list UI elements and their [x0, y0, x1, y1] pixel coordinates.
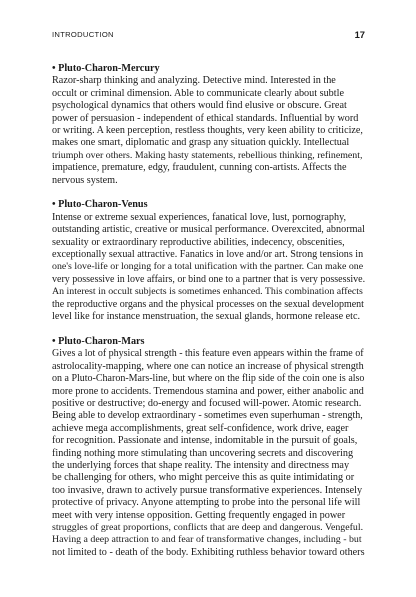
text-line: Having a deep attraction to and fear of transformative changes, including - but [52, 534, 362, 546]
text-line: the underlying forces that shape reality. The intensity and directness may [52, 459, 350, 471]
text-line: power of persuasion - independent of ethical standards. Influential by word [52, 112, 359, 124]
entry-pluto-charon-mars [52, 336, 365, 559]
text-line: An interest in occult subjects is sometimes enhanced. This combination affects [52, 286, 363, 298]
text-line: finding nothing more stimulating than uncovering secrets and discovering [52, 447, 354, 459]
text-line: nervous system. [52, 174, 118, 186]
text-line: struggles of great proportions, conflicts that are deep and dangerous. Vengeful. [52, 522, 364, 533]
text-line: triumph over others. Making hasty statements, rebellious thinking, refinement, [52, 149, 363, 161]
text-line: level like for instance menstruation, the sexual glands, hormone release etc. [52, 311, 361, 323]
entry-heading [52, 199, 365, 211]
entry-title: Pluto-Charon-Mercury [58, 63, 160, 74]
bullet: • [52, 63, 56, 74]
entry-title: Pluto-Charon-Venus [58, 199, 148, 211]
text-line: achieve mega accomplishments, great self-confidence, work drive, eager [52, 422, 349, 434]
entry-body [52, 348, 365, 559]
text-line: be challenging for others, who might perceive this as quite intimidating or [52, 472, 355, 484]
text-line: makes one smart, diplomatic and grasp any situation quickly. Intellectual [52, 137, 350, 149]
entry-pluto-charon-mercury [52, 63, 365, 187]
text-line: for recognition. Passionate and intense, indomitable in the pursuit of goals, [52, 435, 358, 447]
entry-body [52, 75, 365, 187]
text-line: meet with very intense opposition. Getting frequently engaged in power [52, 509, 346, 521]
entry-body [52, 212, 365, 324]
text-line: sexuality or extraordinary reproductive abilities, indecency, obscenities, [52, 236, 345, 248]
text-line: Intense or extreme sexual experiences, fanatical love, lust, pornography, [52, 211, 347, 223]
text-line: the reproductive organs and the physical processes on the sexual development [52, 298, 364, 310]
text-line: Being able to develop extraordinary - sometimes even superhuman - strength, [52, 410, 363, 422]
entry-heading [52, 336, 365, 348]
section-title: INTRODUCTION [52, 30, 114, 39]
bullet: • [52, 199, 56, 211]
text-line: very possessive in love affairs, or bind one to a partner that is very possessive. [52, 273, 366, 285]
page-body [52, 63, 365, 559]
page-number: 17 [354, 29, 365, 40]
entry-heading [52, 63, 365, 75]
text-line: not limited to - death of the body. Exhibiting ruthless behavior toward others [52, 546, 365, 558]
text-line: positive or destructive; do-energy and focused will-power. Atomic research. [52, 397, 362, 409]
text-line: Gives a lot of physical strength - this feature even appears within the frame of [52, 348, 364, 360]
text-line: Razor-sharp thinking and analyzing. Detective mind. Interested in the [52, 75, 336, 87]
entry-pluto-charon-venus [52, 199, 365, 323]
running-header [52, 30, 365, 44]
text-line: exceptionally sexual attractive. Fanatics in love and/or art. Strong tensions in [52, 249, 364, 261]
text-line: too invasive, drawn to actively pursue transformative experiences. Intensely [52, 484, 363, 496]
text-line: one's love-life or longing for a total unification with the partner. Can make one [52, 261, 364, 273]
text-line: astrolocality-mapping, where one can notice an increase of physical strength [52, 360, 364, 372]
text-line: impatience, premature, edgy, fraudulent, cunning con-artists. Affects the [52, 162, 347, 174]
text-line: on a Pluto-Charon-Mars-line, but where on the flip side of the coin one is also [52, 373, 365, 385]
text-line: more prone to accidents. Tremendous stamina and power, either anabolic and [52, 385, 364, 397]
entry-title: Pluto-Charon-Mars [58, 335, 145, 347]
text-line: protective of privacy. Anyone attempting to probe into the personal life will [52, 497, 361, 509]
text-line: outstanding artistic, creative or musical performance. Overexcited, abnormal [52, 224, 365, 236]
text-line: or writing. A keen perception, restless thoughts, very keen ability to criticize, [52, 125, 363, 137]
bullet: • [52, 335, 56, 347]
text-line: psychological dynamics that others would find elusive or obscure. Great [52, 100, 347, 112]
text-line: occult or criminal dimension. Able to communicate clearly about subtle [52, 87, 344, 99]
